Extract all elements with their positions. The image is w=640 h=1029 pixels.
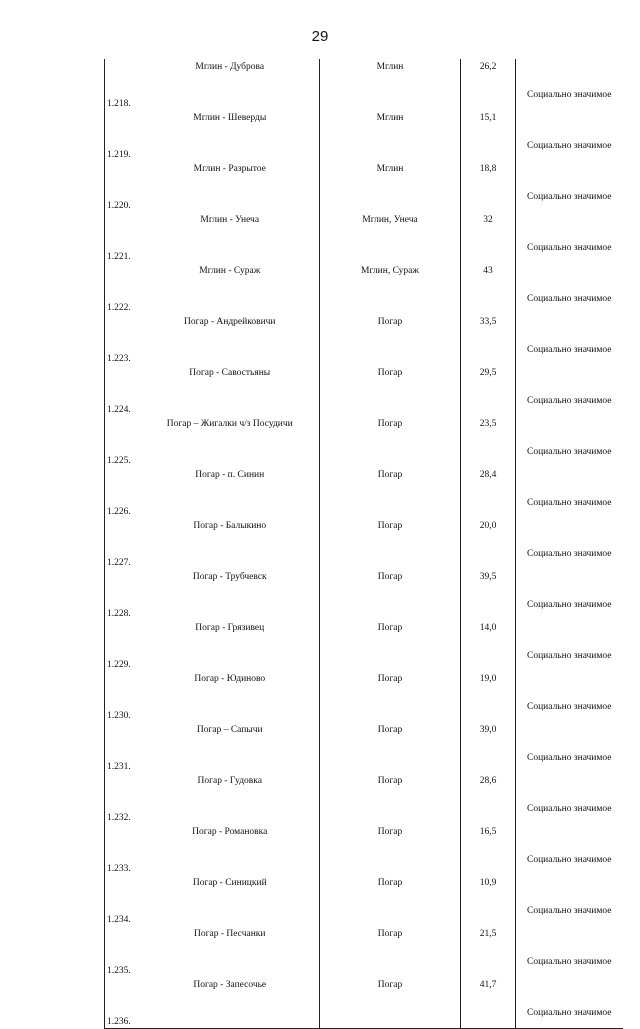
route-name: Погар - Романовка	[192, 827, 268, 837]
carrier-cell	[320, 977, 461, 1029]
route-name: Мглин - Сураж	[199, 266, 261, 276]
length-cell	[461, 722, 516, 773]
length-cell	[461, 926, 516, 977]
row-number: 1.223.	[107, 354, 131, 364]
carrier-name: Погар	[377, 521, 403, 531]
length-cell	[461, 212, 516, 263]
route-type: Социально значимое	[527, 498, 612, 508]
carrier-name: Мглин	[376, 62, 404, 72]
route-type: Социально значимое	[527, 396, 612, 406]
route-name: Мглин - Разрытое	[193, 164, 266, 174]
table-row	[105, 671, 623, 722]
route-name-cell	[141, 722, 320, 773]
route-name-cell	[141, 314, 320, 365]
route-name: Погар – Жигалки ч/з Посудичи	[166, 419, 293, 429]
carrier-name: Погар	[377, 674, 403, 684]
route-type: Социально значимое	[527, 1008, 612, 1018]
row-number: 1.227.	[107, 558, 131, 568]
route-name: Погар - Балыкино	[193, 521, 267, 531]
route-type: Социально значимое	[527, 447, 612, 457]
carrier-cell	[320, 467, 461, 518]
carrier-name: Мглин, Сураж	[361, 266, 419, 276]
route-name-cell	[141, 161, 320, 212]
route-name: Погар - Песчанки	[193, 929, 266, 939]
length-cell	[461, 620, 516, 671]
length-cell	[461, 467, 516, 518]
carrier-name: Погар	[377, 317, 403, 327]
route-name: Погар - Савостьяны	[189, 368, 271, 378]
routes-table	[104, 59, 623, 1029]
row-number: 1.232.	[107, 813, 131, 823]
route-type: Социально значимое	[527, 141, 612, 151]
route-name: Мглин - Дуброва	[195, 62, 265, 72]
table-row	[105, 977, 623, 1029]
carrier-cell	[320, 926, 461, 977]
table-row	[105, 773, 623, 824]
route-type: Социально значимое	[527, 651, 612, 661]
row-number: 1.228.	[107, 609, 131, 619]
route-type: Социально значимое	[527, 957, 612, 967]
route-length: 39,5	[479, 572, 497, 582]
carrier-cell	[320, 824, 461, 875]
route-name-cell	[141, 773, 320, 824]
length-cell	[461, 875, 516, 926]
route-type: Социально значимое	[527, 549, 612, 559]
length-cell	[461, 773, 516, 824]
route-type: Социально значимое	[527, 855, 612, 865]
table-row	[105, 722, 623, 773]
route-type: Социально значимое	[527, 345, 612, 355]
length-cell	[461, 110, 516, 161]
carrier-cell	[320, 161, 461, 212]
carrier-name: Погар	[377, 572, 403, 582]
carrier-cell	[320, 671, 461, 722]
route-name-cell	[141, 875, 320, 926]
carrier-cell	[320, 365, 461, 416]
route-length: 21,5	[479, 929, 497, 939]
route-length: 15,1	[479, 113, 497, 123]
table-row	[105, 416, 623, 467]
carrier-name: Погар	[377, 725, 403, 735]
route-length: 41,7	[479, 980, 497, 990]
table-row	[105, 569, 623, 620]
route-name: Мглин - Унеча	[200, 215, 260, 225]
carrier-cell	[320, 59, 461, 110]
route-type: Социально значимое	[527, 192, 612, 202]
row-number: 1.234.	[107, 915, 131, 925]
route-name-cell	[141, 824, 320, 875]
carrier-cell	[320, 314, 461, 365]
carrier-cell	[320, 773, 461, 824]
row-number: 1.218.	[107, 99, 131, 109]
route-type: Социально значимое	[527, 906, 612, 916]
route-length: 29,5	[479, 368, 497, 378]
route-name-cell	[141, 569, 320, 620]
route-name-cell	[141, 926, 320, 977]
carrier-name: Погар	[377, 623, 403, 633]
route-type: Социально значимое	[527, 753, 612, 763]
route-type: Социально значимое	[527, 294, 612, 304]
route-name-cell	[141, 110, 320, 161]
carrier-name: Погар	[377, 776, 403, 786]
route-name: Погар - Андрейковичи	[183, 317, 276, 327]
table-row	[105, 518, 623, 569]
row-number: 1.222.	[107, 303, 131, 313]
route-length: 28,6	[479, 776, 497, 786]
carrier-cell	[320, 569, 461, 620]
route-type: Социально значимое	[527, 600, 612, 610]
length-cell	[461, 569, 516, 620]
route-type: Социально значимое	[527, 90, 612, 100]
length-cell	[461, 824, 516, 875]
carrier-name: Погар	[377, 980, 403, 990]
route-length: 23,5	[479, 419, 497, 429]
routes-table-body	[105, 59, 623, 1029]
route-name: Погар - Синицкий	[192, 878, 267, 888]
table-row	[105, 875, 623, 926]
route-name-cell	[141, 620, 320, 671]
row-number: 1.231.	[107, 762, 131, 772]
route-type: Социально значимое	[527, 702, 612, 712]
length-cell	[461, 161, 516, 212]
route-length: 16,5	[479, 827, 497, 837]
route-name: Погар – Сапычи	[196, 725, 263, 735]
route-name-cell	[141, 212, 320, 263]
route-length: 39,0	[479, 725, 497, 735]
row-number: 1.219.	[107, 150, 131, 160]
row-number: 1.229.	[107, 660, 131, 670]
carrier-cell	[320, 518, 461, 569]
length-cell	[461, 671, 516, 722]
page-number: 29	[311, 28, 329, 45]
carrier-cell	[320, 875, 461, 926]
route-name-cell	[141, 467, 320, 518]
route-name-cell	[141, 416, 320, 467]
route-name: Погар - Грязивец	[195, 623, 265, 633]
route-length: 32	[483, 215, 493, 225]
route-name: Погар - Запесочье	[193, 980, 267, 990]
table-row	[105, 59, 623, 110]
route-type: Социально значимое	[527, 243, 612, 253]
table-row	[105, 263, 623, 314]
table-row	[105, 467, 623, 518]
row-number: 1.235.	[107, 966, 131, 976]
length-cell	[461, 314, 516, 365]
carrier-cell	[320, 620, 461, 671]
length-cell	[461, 518, 516, 569]
length-cell	[461, 59, 516, 110]
carrier-cell	[320, 263, 461, 314]
route-length: 14,0	[479, 623, 497, 633]
row-number: 1.226.	[107, 507, 131, 517]
carrier-name: Погар	[377, 419, 403, 429]
row-number: 1.230.	[107, 711, 131, 721]
route-length: 18,8	[479, 164, 497, 174]
table-row	[105, 926, 623, 977]
row-number: 1.225.	[107, 456, 131, 466]
carrier-name: Погар	[377, 470, 403, 480]
route-type: Социально значимое	[527, 804, 612, 814]
length-cell	[461, 977, 516, 1029]
route-name-cell	[141, 365, 320, 416]
route-length: 28,4	[479, 470, 497, 480]
route-name: Погар - Трубчевск	[192, 572, 267, 582]
row-number: 1.220.	[107, 201, 131, 211]
table-row	[105, 620, 623, 671]
table-row	[105, 824, 623, 875]
length-cell	[461, 416, 516, 467]
row-number: 1.221.	[107, 252, 131, 262]
carrier-name: Погар	[377, 878, 403, 888]
route-length: 20,0	[479, 521, 497, 531]
route-name-cell	[141, 977, 320, 1029]
carrier-cell	[320, 212, 461, 263]
row-number: 1.236.	[107, 1017, 131, 1027]
length-cell	[461, 365, 516, 416]
carrier-cell	[320, 416, 461, 467]
route-name-cell	[141, 671, 320, 722]
table-row	[105, 161, 623, 212]
route-length: 33,5	[479, 317, 497, 327]
carrier-name: Мглин	[376, 113, 404, 123]
carrier-name: Погар	[377, 929, 403, 939]
table-row	[105, 110, 623, 161]
route-length: 19,0	[479, 674, 497, 684]
route-length: 10,9	[479, 878, 497, 888]
carrier-name: Мглин, Унеча	[362, 215, 418, 225]
table-row	[105, 365, 623, 416]
route-length: 26,2	[479, 62, 497, 72]
route-name: Погар - Юдиново	[194, 674, 266, 684]
carrier-name: Погар	[377, 827, 403, 837]
row-number: 1.224.	[107, 405, 131, 415]
route-length: 43	[483, 266, 493, 276]
table-row	[105, 212, 623, 263]
route-name: Погар - п. Синин	[195, 470, 265, 480]
table-row	[105, 314, 623, 365]
carrier-cell	[320, 110, 461, 161]
route-name: Мглин - Шеверды	[193, 113, 267, 123]
carrier-name: Погар	[377, 368, 403, 378]
length-cell	[461, 263, 516, 314]
route-name-cell	[141, 263, 320, 314]
route-name-cell	[141, 59, 320, 110]
route-name-cell	[141, 518, 320, 569]
route-name: Погар - Гудовка	[197, 776, 262, 786]
carrier-cell	[320, 722, 461, 773]
carrier-name: Мглин	[376, 164, 404, 174]
row-number: 1.233.	[107, 864, 131, 874]
